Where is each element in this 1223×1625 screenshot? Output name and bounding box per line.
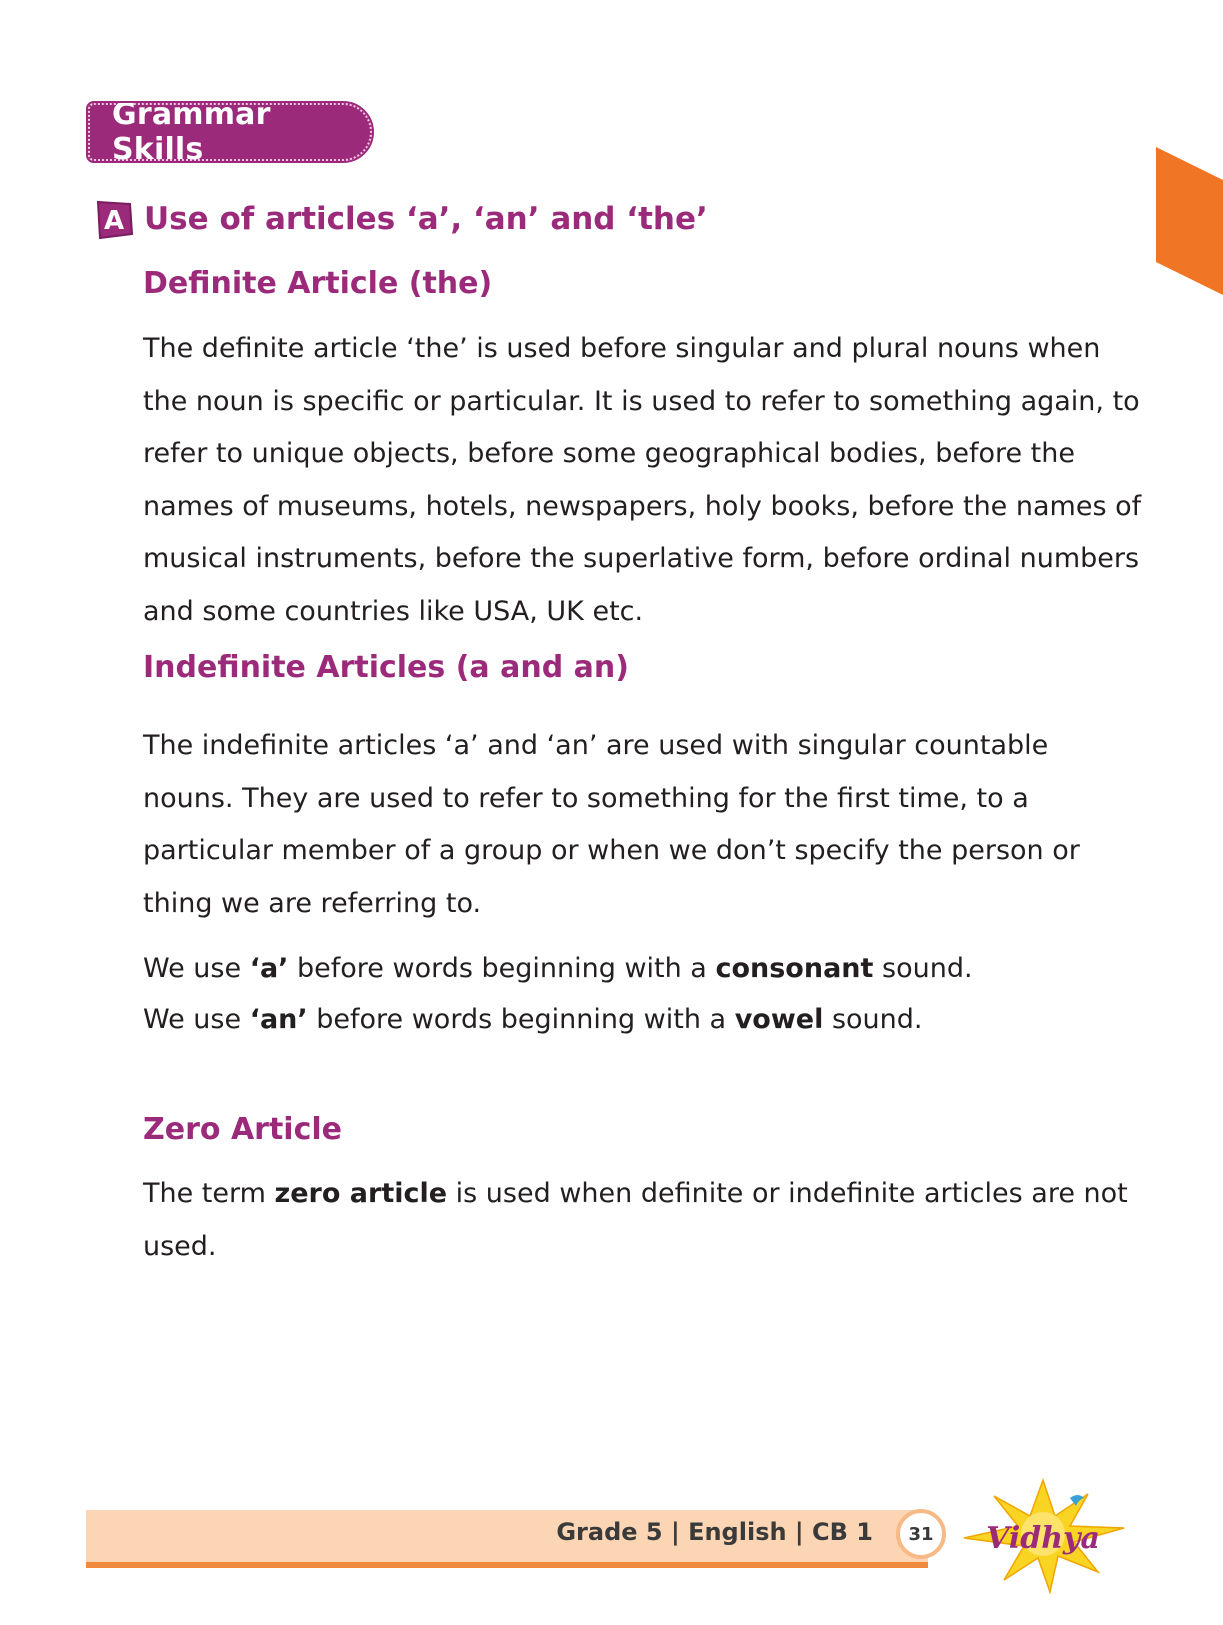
definite-article-heading: Definite Article (the) [143,266,493,301]
footer-strip [86,1562,928,1568]
indefinite-articles-heading: Indefinite Articles (a and an) [143,650,629,685]
zero-article-heading: Zero Article [143,1112,342,1147]
badge-label: Grammar Skills [112,97,271,167]
section-letter: A [103,206,125,236]
logo-text: Vidhya [986,1521,1100,1556]
section-badge [88,97,372,167]
orange-tab-decoration [1136,147,1223,295]
letter-a-icon [90,196,136,242]
definite-article-body: The definite article ‘the’ is used before singular and plural nouns when the noun is specific or particular. It is used to refer to something again, to refer to unique objects, before some geographical bodies, before the names of museums, hotels, newspapers, holy books, before the names of musical instruments, before the superlative form, before ordinal numbers and some countries like USA, UK etc. [143,333,1142,627]
zero-article-body: The term zero article is used when definite or indefinite articles are not used. [143,1178,1128,1262]
rule-an-line: We use ‘an’ before words beginning with a vowel sound. [143,1004,923,1035]
page-number: 31 [896,1509,946,1559]
rule-a-line: We use ‘a’ before words beginning with a consonant sound. [143,953,973,984]
vidhya-logo [958,1476,1128,1596]
section-a-title: Use of articles ‘a’, ‘an’ and ‘the’ [144,201,708,237]
footer-text: Grade 5 | English | CB 1 [556,1518,873,1546]
indefinite-articles-body: The indefinite articles ‘a’ and ‘an’ are used with singular countable nouns. They are used to refer to something for the first time, to a particular member of a group or when we don’t specify the person or thing we are referring to. [143,730,1080,919]
section-a-heading [90,196,708,242]
